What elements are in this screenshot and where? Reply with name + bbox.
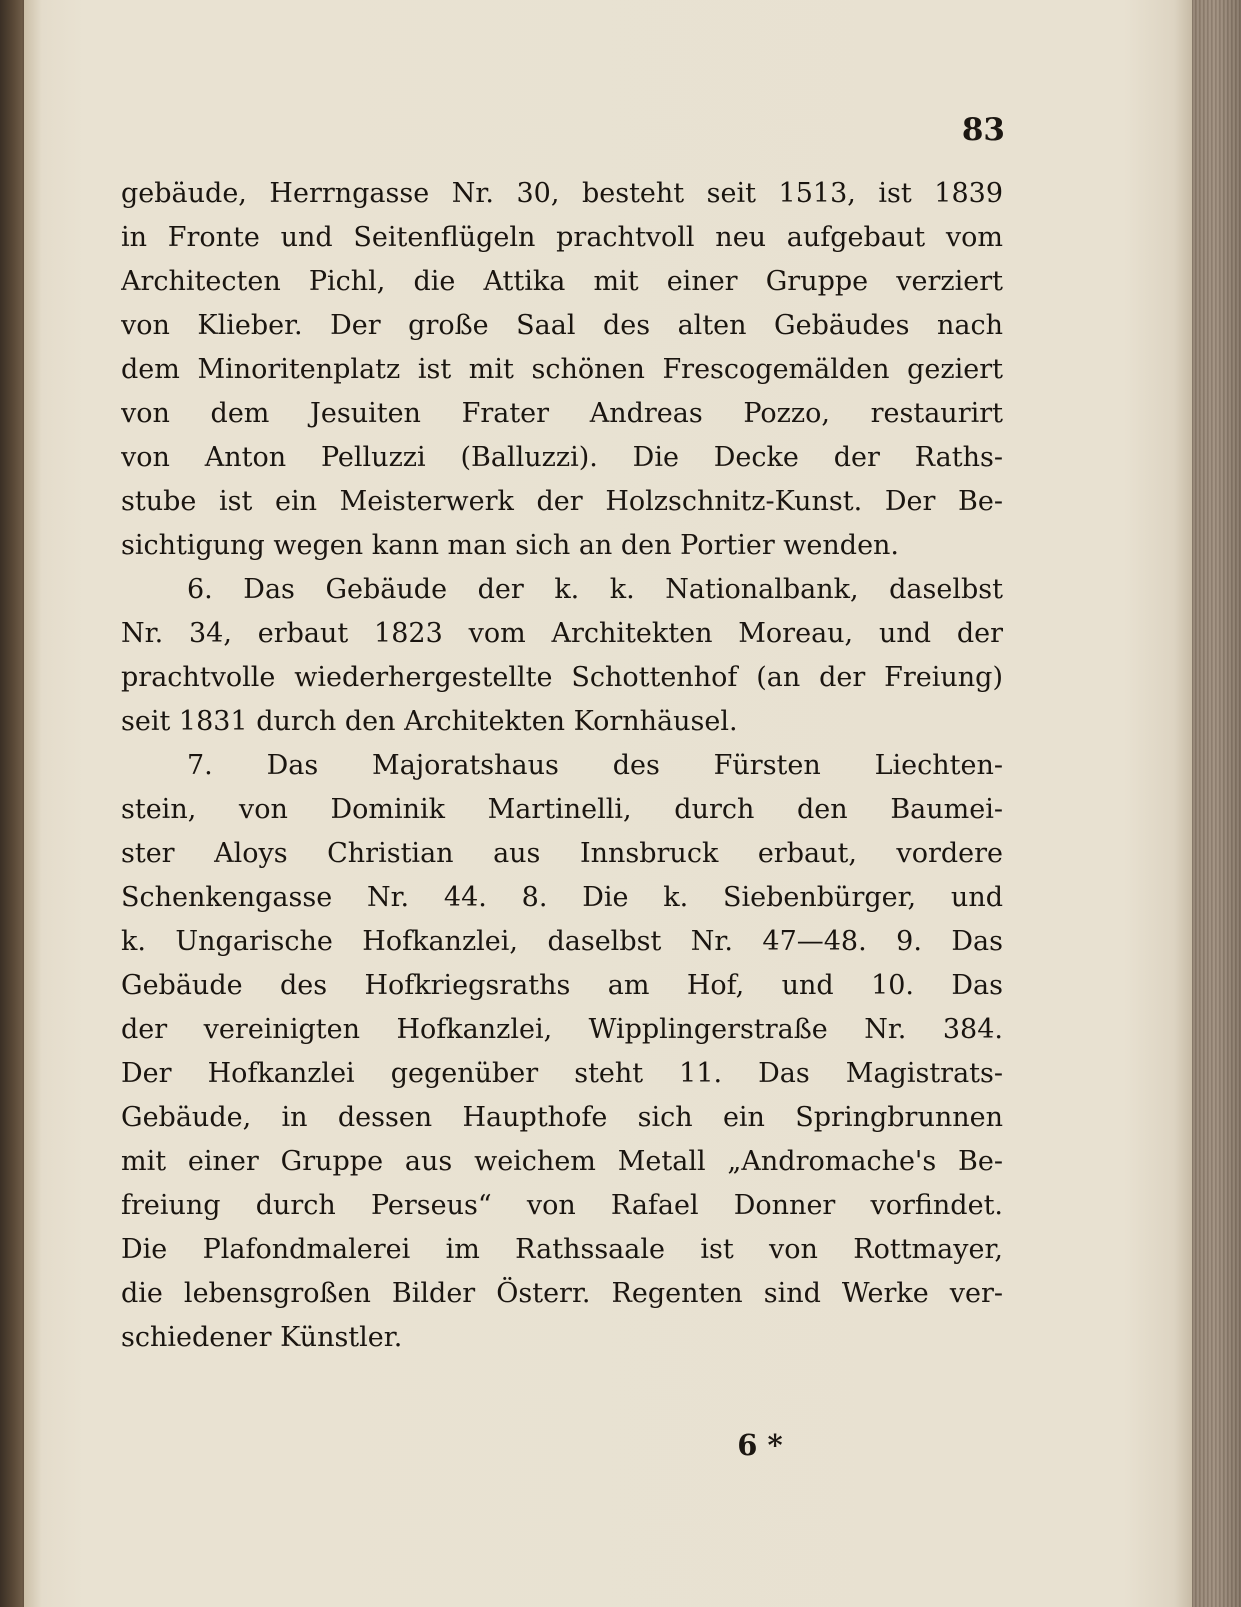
text-line: 7. Das Majoratshaus des Fürsten Liechten- [187, 750, 1003, 781]
text-line: mit einer Gruppe aus weichem Metall „Andromache's Be- [121, 1146, 1003, 1177]
text-line: Architecten Pichl, die Attika mit einer Gruppe verziert [121, 266, 1003, 297]
page-number: 83 [961, 112, 1005, 148]
text-line: schiedener Künstler. [121, 1322, 403, 1353]
text-line: Nr. 34, erbaut 1823 vom Architekten Moreau, und der [121, 618, 1003, 649]
text-line: seit 1831 durch den Architekten Kornhäusel. [121, 706, 738, 737]
signature-mark: 6 * [737, 1428, 783, 1462]
text-line: prachtvolle wiederhergestellte Schottenhof (an der Freiung) [121, 662, 1003, 693]
text-line: dem Minoritenplatz ist mit schönen Frescogemälden geziert [121, 354, 1003, 385]
text-line: von dem Jesuiten Frater Andreas Pozzo, restaurirt [121, 398, 1003, 429]
text-line: Der Hofkanzlei gegenüber steht 11. Das Magistrats- [121, 1058, 1003, 1089]
text-line: Die Plafondmalerei im Rathssaale ist von Rottmayer, [121, 1234, 1003, 1265]
text-line: in Fronte und Seitenflügeln prachtvoll neu aufgebaut vom [121, 222, 1003, 253]
page-edges [1192, 0, 1241, 1607]
body-text [121, 172, 1003, 1360]
text-line: Gebäude des Hofkriegsraths am Hof, und 10. Das [121, 970, 1003, 1001]
text-line: die lebensgroßen Bilder Österr. Regenten sind Werke ver- [121, 1278, 1003, 1309]
text-line: sichtigung wegen kann man sich an den Portier wenden. [121, 530, 900, 561]
text-line: 6. Das Gebäude der k. k. Nationalbank, daselbst [187, 574, 1003, 605]
text-line: Gebäude, in dessen Haupthofe sich ein Springbrunnen [121, 1102, 1003, 1133]
text-line: ster Aloys Christian aus Innsbruck erbaut, vordere [121, 838, 1003, 869]
text-line: stein, von Dominik Martinelli, durch den Baumei- [121, 794, 1003, 825]
text-line: von Klieber. Der große Saal des alten Gebäudes nach [121, 310, 1003, 341]
text-line: von Anton Pelluzzi (Balluzzi). Die Decke der Raths- [121, 442, 1003, 473]
text-line: Schenkengasse Nr. 44. 8. Die k. Siebenbürger, und [121, 882, 1003, 913]
text-line: der vereinigten Hofkanzlei, Wipplingerstraße Nr. 384. [121, 1014, 1003, 1045]
text-line: freiung durch Perseus“ von Rafael Donner vorfindet. [121, 1190, 1003, 1221]
text-line: stube ist ein Meisterwerk der Holzschnitz-Kunst. Der Be- [121, 486, 1003, 517]
text-line: gebäude, Herrngasse Nr. 30, besteht seit 1513, ist 1839 [121, 178, 1003, 209]
text-line: k. Ungarische Hofkanzlei, daselbst Nr. 47—48. 9. Das [121, 926, 1003, 957]
